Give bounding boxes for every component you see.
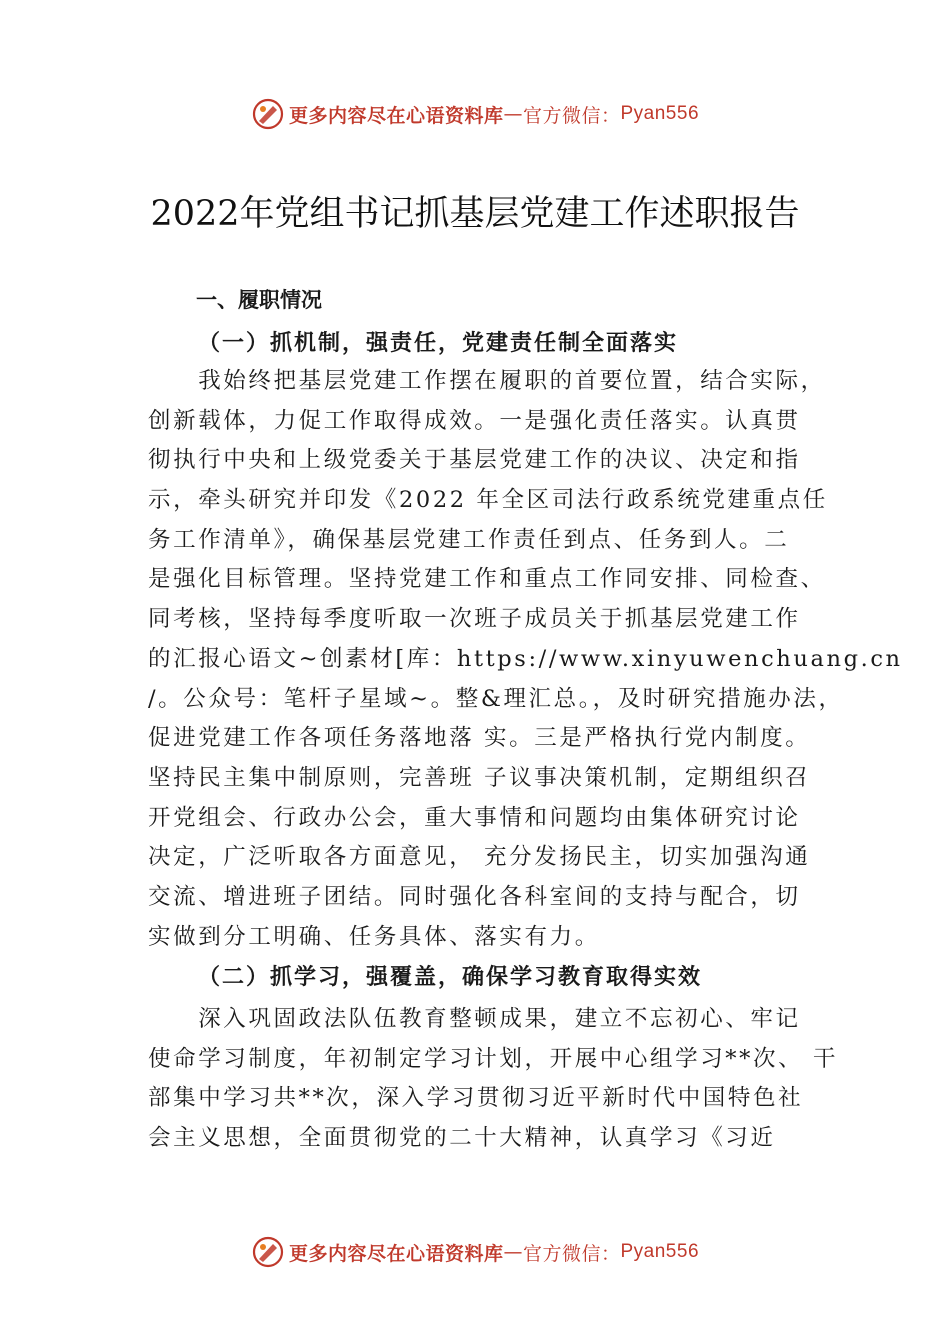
banner-separator: — [503,1241,523,1263]
paragraph-line: 是强化目标管理。坚持党建工作和重点工作同安排、同检查、 [148,566,826,593]
paragraph-line: 促进党建工作各项任务落地落 实。三是严格执行党内制度。 [148,725,811,752]
paragraph-1 [148,362,903,957]
paragraph-line: 务工作清单》，确保基层党建工作责任到点、任务到人。二 [148,526,790,553]
paragraph-line: 开党组会、行政办公会，重大事情和问题均由集体研究讨论 [148,804,801,831]
banner-main-text: 更多内容尽在心语资料库 [288,104,504,127]
subsection-heading-1: （一）抓机制，强责任，党建责任制全面落实 [198,330,679,356]
paragraph-line: 示，牵头研究并印发《2022 年全区司法行政系统党建重点任 [148,487,828,514]
banner-wechat-id: Pyan556 [620,103,700,124]
paragraph-2 [148,1000,838,1159]
paragraph-line: 会主义思想，全面贯彻党的二十大精神，认真学习《习近 [148,1125,776,1152]
paragraph-line: 交流、增进班子团结。同时强化各科室间的支持与配合，切 [148,883,801,910]
banner-wechat-id: Pyan556 [620,1241,700,1262]
banner-label: 官方微信： [522,1242,621,1265]
paragraph-line: 的汇报心语文~创素材[库：https://www.xinyuwenchuang.cn [148,645,903,672]
paragraph-line: 深入巩固政法队伍教育整顿成果，建立不忘初心、牢记 [148,1006,801,1032]
banner-main-text: 更多内容尽在心语资料库 [288,1242,504,1265]
logo-icon [251,97,285,131]
paragraph-line: 同考核，坚持每季度听取一次班子成员关于抓基层党建工作 [148,606,801,633]
footer-banner [0,1234,950,1270]
paragraph-line: 使命学习制度，年初制定学习计划，开展中心组学习**次、 干 [148,1045,839,1072]
banner-label: 官方微信： [522,104,621,127]
paragraph-line: 坚持民主集中制原则，完善班 子议事决策机制，定期组织召 [148,764,811,791]
paragraph-line: 创新载体，力促工作取得成效。一是强化责任落实。认真贯 [148,407,801,434]
banner-separator: — [503,103,523,125]
paragraph-line: 决定，广泛听取各方面意见， 充分发扬民主，切实加强沟通 [148,844,811,871]
paragraph-line: 实做到分工明确、任务具体、落实有力。 [148,923,600,950]
paragraph-line: /。公众号：笔杆子星域~。整&理汇总。，及时研究措施办法， [148,685,844,712]
paragraph-line: 部集中学习共**次，深入学习贯彻习近平新时代中国特色社 [148,1085,804,1112]
section-heading: 一、履职情况 [196,288,322,312]
header-banner [0,96,950,132]
document-title: 2022年党组书记抓基层党建工作述职报告 [150,194,800,234]
paragraph-line: 我始终把基层党建工作摆在履职的首要位置，结合实际， [148,368,826,394]
paragraph-line: 彻执行中央和上级党委关于基层党建工作的决议、决定和指 [148,447,801,474]
subsection-heading-2: （二）抓学习，强覆盖，确保学习教育取得实效 [198,964,703,990]
logo-icon [251,1235,285,1269]
